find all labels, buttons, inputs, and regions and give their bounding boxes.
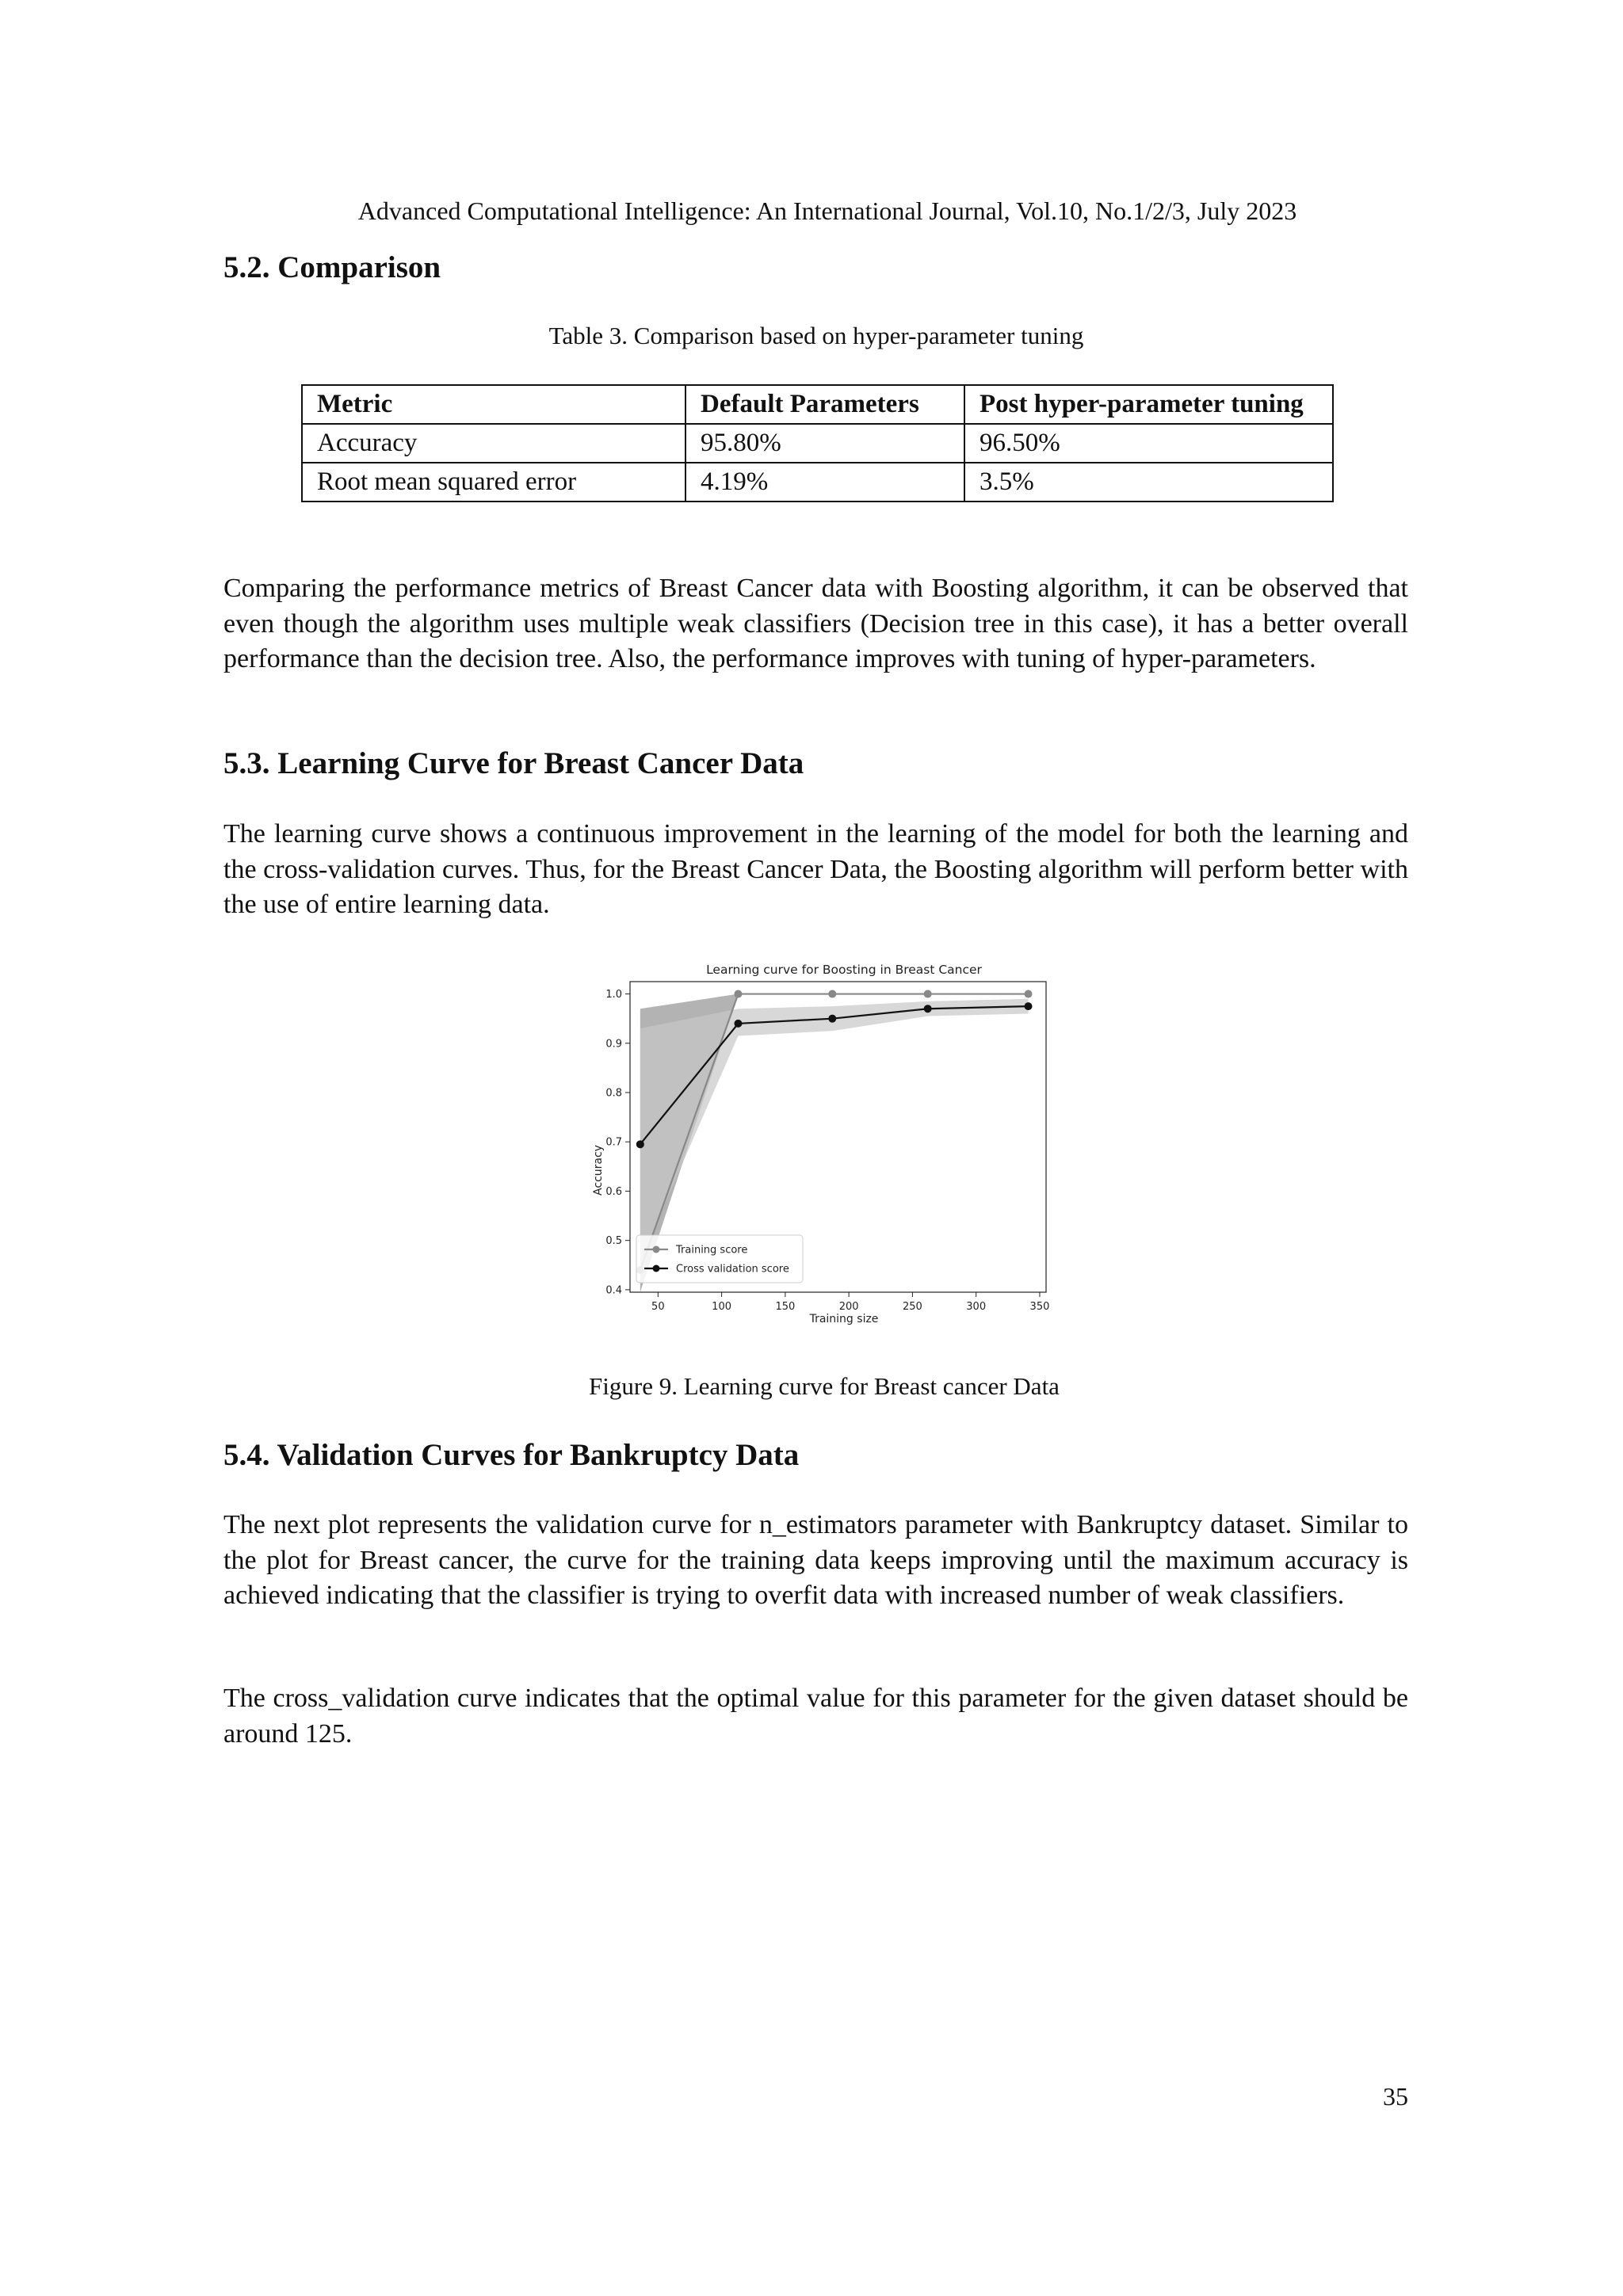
table-row bbox=[302, 424, 1333, 463]
chart-title: Learning curve for Boosting in Breast Cancer bbox=[706, 963, 982, 977]
y-tick-label: 0.5 bbox=[605, 1235, 622, 1248]
legend-marker bbox=[653, 1265, 660, 1272]
x-tick-label: 50 bbox=[651, 1301, 665, 1313]
table-cell: 95.80% bbox=[685, 424, 964, 463]
data-point bbox=[734, 1020, 742, 1028]
table-cell: Root mean squared error bbox=[302, 463, 685, 502]
section-heading-learning-curve: 5.3. Learning Curve for Breast Cancer Data bbox=[223, 746, 804, 780]
table-cell: 4.19% bbox=[685, 463, 964, 502]
x-tick-label: 200 bbox=[838, 1301, 859, 1313]
section-heading-validation-curves: 5.4. Validation Curves for Bankruptcy Data bbox=[223, 1438, 800, 1472]
table-header-cell: Default Parameters bbox=[685, 385, 964, 424]
chart-x-axis-label: Training size bbox=[809, 1313, 879, 1325]
x-tick-label: 300 bbox=[966, 1301, 987, 1313]
x-tick-label: 150 bbox=[775, 1301, 796, 1313]
data-point bbox=[828, 990, 836, 998]
data-point bbox=[924, 1005, 932, 1013]
table-row bbox=[302, 463, 1333, 502]
x-tick-label: 350 bbox=[1029, 1301, 1050, 1313]
legend-box bbox=[636, 1235, 803, 1283]
table-header-cell: Post hyper-parameter tuning bbox=[964, 385, 1333, 424]
comparison-paragraph: Comparing the performance metrics of Breast Cancer data with Boosting algorithm, it can be observed that even though the algorithm uses multiple weak classifiers (Decision tree in this case), it has a better overall performance than the decision tree. Also, the performance improves with tuning of hyper-parameters. bbox=[223, 574, 1408, 673]
table-cell: 96.50% bbox=[964, 424, 1333, 463]
table-header-row bbox=[302, 385, 1333, 424]
validation-paragraph-2: The cross_validation curve indicates that the optimal value for this parameter for the given dataset should be around 125. bbox=[223, 1684, 1408, 1749]
legend-label: Training score bbox=[676, 1244, 748, 1257]
chart-y-axis-label: Accuracy bbox=[592, 1145, 605, 1196]
page-number: 35 bbox=[1383, 2082, 1408, 2111]
table-header-cell: Metric bbox=[302, 385, 685, 424]
y-tick-label: 0.4 bbox=[605, 1284, 622, 1297]
series-band-1 bbox=[640, 999, 1029, 1261]
data-point bbox=[1025, 1002, 1033, 1010]
data-point bbox=[636, 1140, 644, 1148]
validation-paragraph-1: The next plot represents the validation curve for n_estimators parameter with Bankruptcy dataset. Similar to the plot for Breast cancer, the curve for the training data keeps improving until the maximum accuracy is achieved indicating that the classifier is trying to overfit data with increased number of weak classifiers. bbox=[223, 1510, 1408, 1610]
figure-caption: Figure 9. Learning curve for Breast cancer Data bbox=[589, 1372, 1060, 1400]
y-tick-label: 0.6 bbox=[605, 1185, 622, 1198]
learning-curve-chart bbox=[582, 955, 1058, 1339]
learning-curve-figure bbox=[582, 955, 1058, 1343]
chart-legend bbox=[636, 1235, 803, 1283]
running-head: Advanced Computational Intelligence: An International Journal, Vol.10, No.1/2/3, July 2023 bbox=[357, 196, 1297, 225]
data-point bbox=[1025, 990, 1033, 998]
y-tick-label: 0.8 bbox=[605, 1087, 622, 1100]
table-caption: Table 3. Comparison based on hyper-parameter tuning bbox=[548, 322, 1084, 349]
table-cell: 3.5% bbox=[964, 463, 1333, 502]
section-heading-comparison: 5.2. Comparison bbox=[223, 250, 441, 284]
x-tick-label: 100 bbox=[712, 1301, 732, 1313]
learning-curve-paragraph: The learning curve shows a continuous improvement in the learning of the model for both the learning and the cross-validation curves. Thus, for the Breast Cancer Data, the Boosting algorithm will perform better with the use of entire learning data. bbox=[223, 819, 1408, 919]
data-point bbox=[828, 1015, 836, 1023]
legend-marker bbox=[653, 1246, 660, 1253]
x-tick-label: 250 bbox=[903, 1301, 922, 1313]
y-tick-label: 0.7 bbox=[605, 1136, 622, 1149]
legend-label: Cross validation score bbox=[676, 1263, 789, 1276]
data-point bbox=[734, 990, 742, 998]
y-tick-label: 0.9 bbox=[605, 1038, 622, 1051]
comparison-table bbox=[301, 384, 1334, 502]
data-point bbox=[924, 990, 932, 998]
table-cell: Accuracy bbox=[302, 424, 685, 463]
y-tick-label: 1.0 bbox=[605, 989, 622, 1001]
